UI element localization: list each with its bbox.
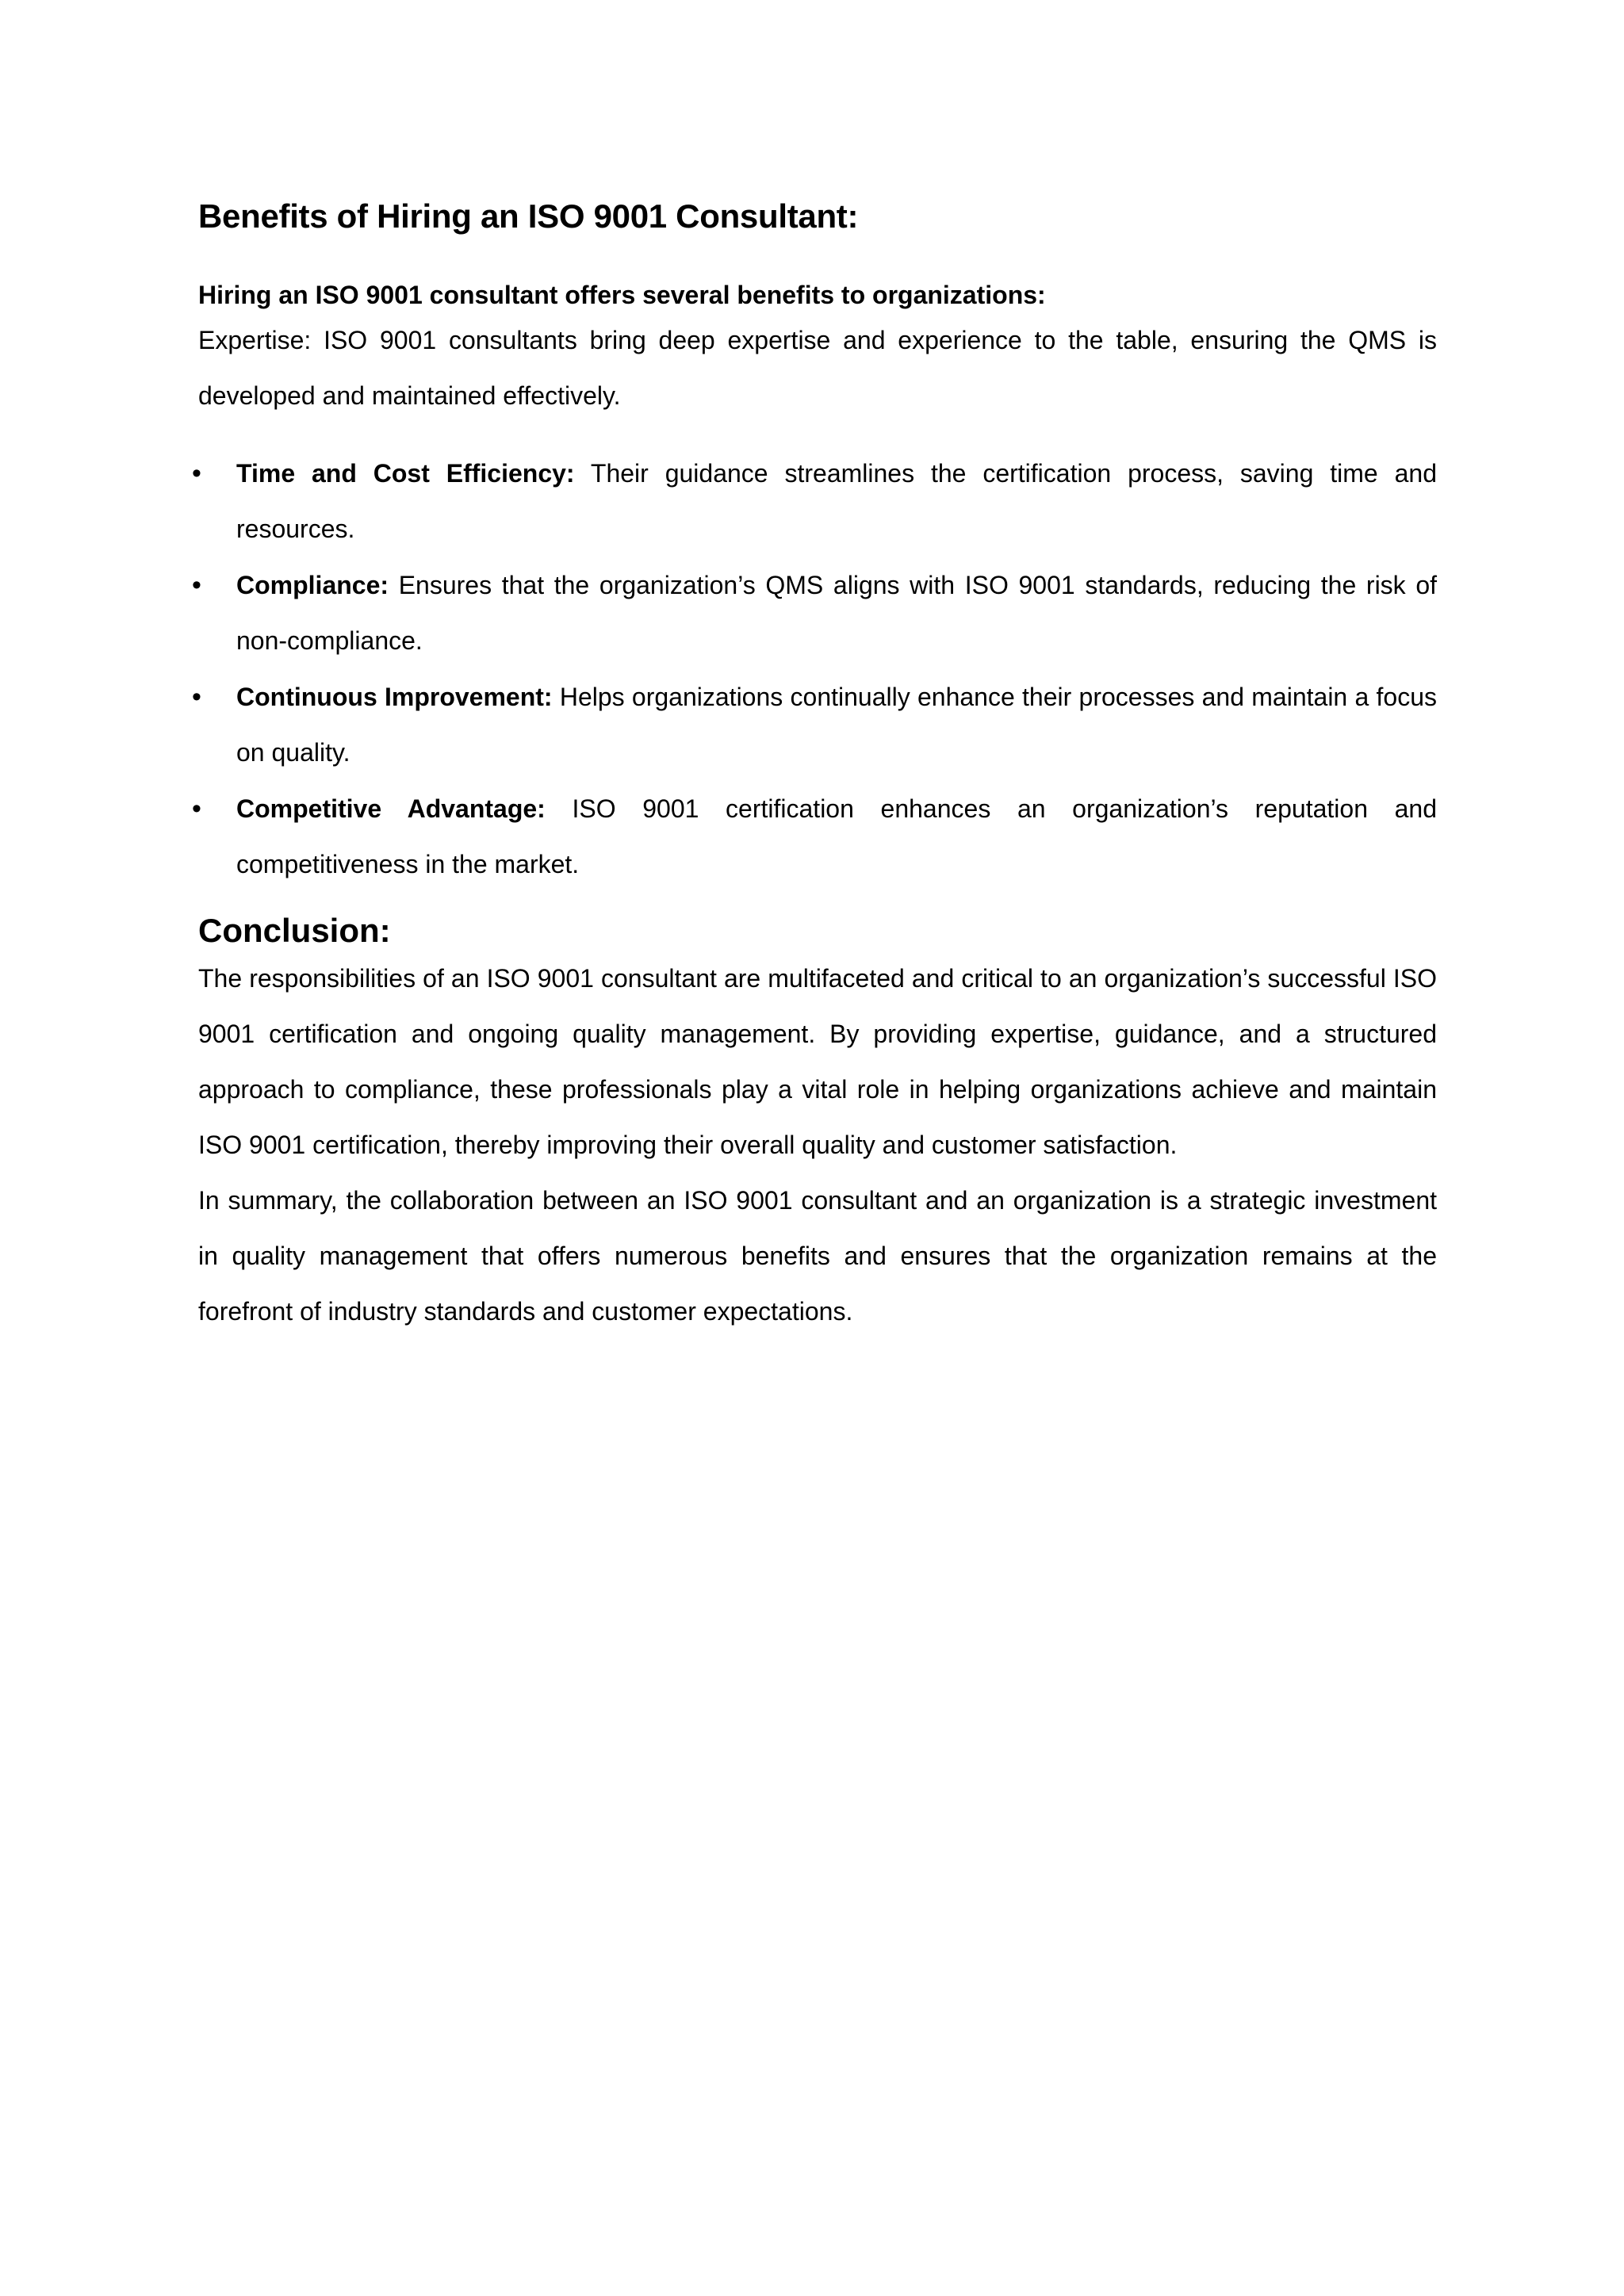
bullet-icon: • bbox=[192, 681, 201, 712]
list-item-term: Compliance: bbox=[236, 570, 389, 599]
list-item bbox=[192, 781, 1438, 892]
document-page bbox=[192, 197, 1438, 1339]
summary-paragraph: In summary, the collaboration between an ISO 9001 consultant and an organization is a strategic investment in quality management that offers numerous benefits and ensures that the organization remains at the forefront of industry standards and customer expectations. bbox=[198, 1186, 1437, 1326]
section-subheading: Hiring an ISO 9001 consultant offers several benefits to organizations: bbox=[198, 281, 1046, 310]
list-item-term: Competitive Advantage: bbox=[236, 794, 546, 823]
list-item-text: ISO 9001 certification enhances an organization’s reputation and competitiveness in the market. bbox=[236, 794, 1438, 878]
page-title: Benefits of Hiring an ISO 9001 Consultant: bbox=[198, 197, 859, 235]
list-item bbox=[192, 557, 1438, 668]
list-item-term: Continuous Improvement: bbox=[236, 682, 553, 711]
benefits-list bbox=[192, 446, 1438, 892]
list-item-text: Ensures that the organization’s QMS aligns with ISO 9001 standards, reducing the risk of non-compliance. bbox=[236, 570, 1438, 655]
bullet-icon: • bbox=[192, 569, 201, 600]
bullet-icon: • bbox=[192, 793, 201, 824]
bullet-icon: • bbox=[192, 457, 201, 488]
list-item-text: Their guidance streamlines the certification process, saving time and resources. bbox=[236, 458, 1438, 543]
list-item-text: Helps organizations continually enhance their processes and maintain a focus on quality. bbox=[236, 682, 1438, 767]
conclusion-paragraph: The responsibilities of an ISO 9001 consultant are multifaceted and critical to an organization’s successful ISO 9001 certification and ongoing quality management. By providing expertise, guidance, and a structured approach to compliance, these professionals play a vital role in helping organizations achieve and maintain ISO 9001 certification, thereby improving their overall quality and customer satisfaction. bbox=[198, 964, 1437, 1160]
list-item-term: Time and Cost Efficiency: bbox=[236, 458, 575, 488]
list-item bbox=[192, 446, 1438, 557]
conclusion-heading: Conclusion: bbox=[198, 911, 391, 949]
expertise-paragraph: Expertise: ISO 9001 consultants bring deep expertise and experience to the table, ensuring the QMS is developed and maintained effectively. bbox=[198, 325, 1437, 410]
list-item bbox=[192, 669, 1438, 780]
